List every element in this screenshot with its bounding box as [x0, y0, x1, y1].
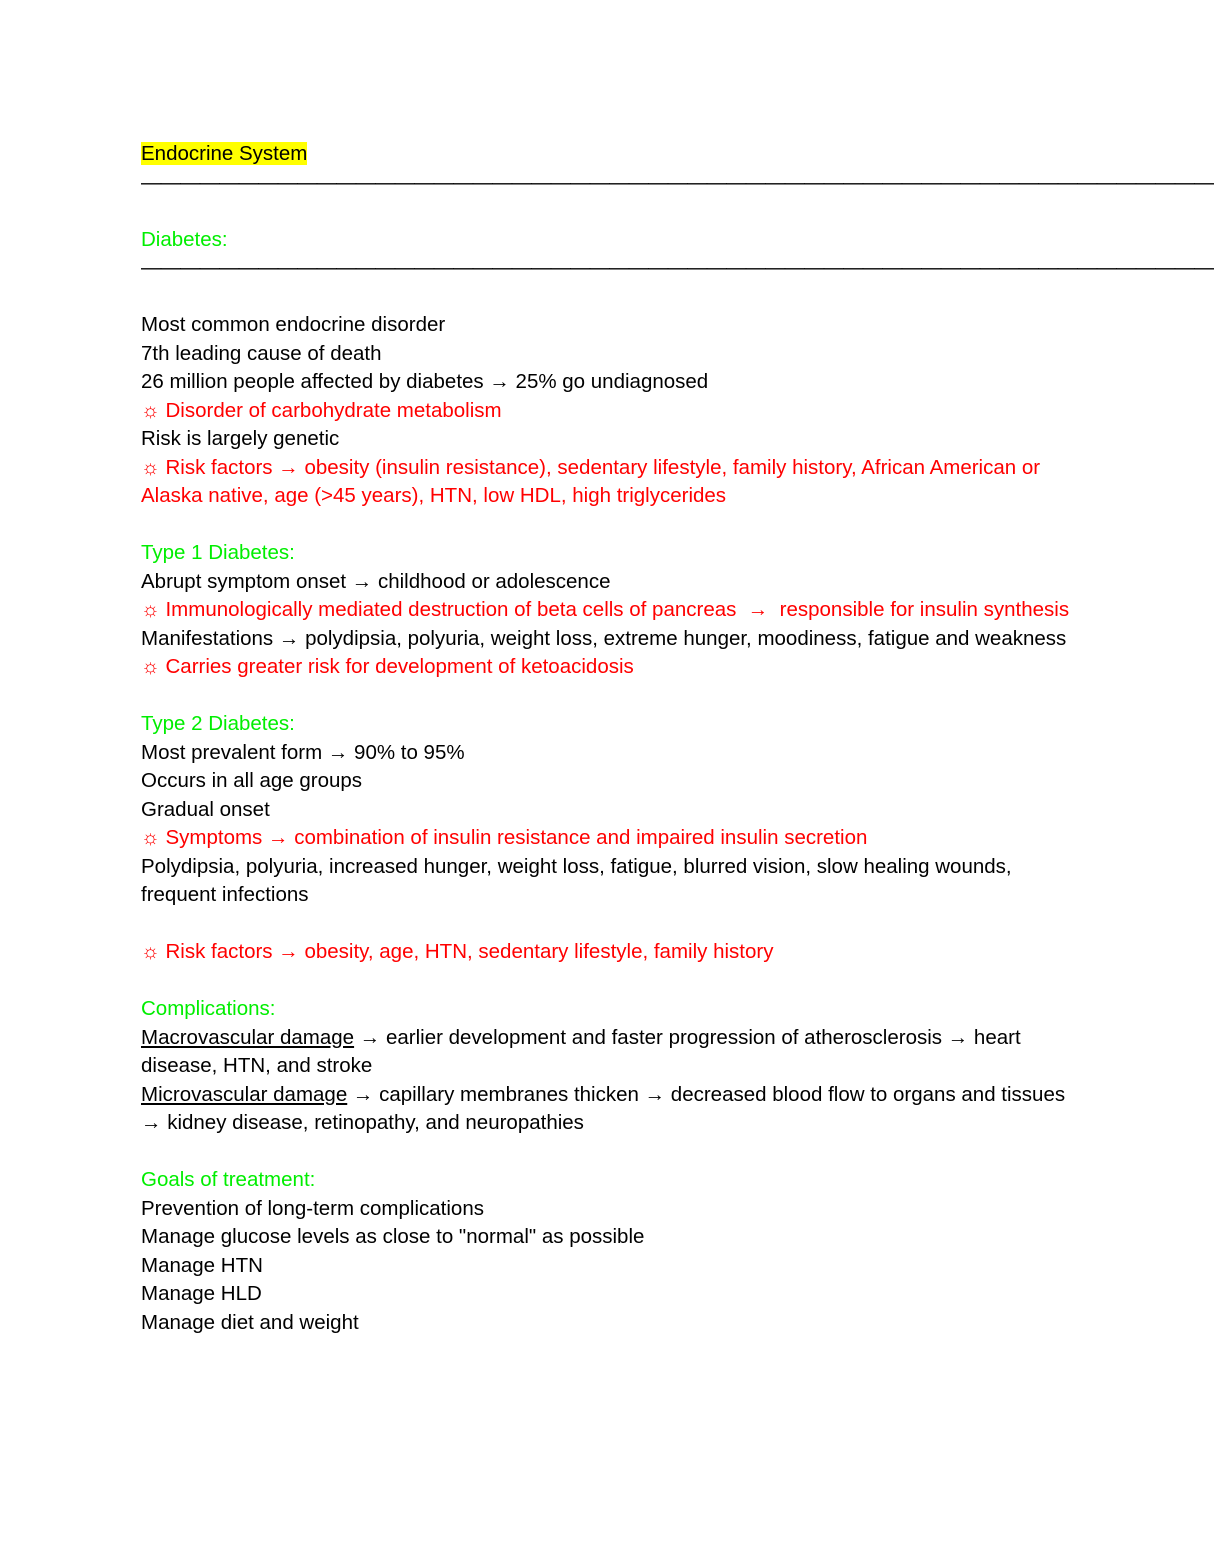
- text-line: Manage HTN: [141, 1253, 263, 1277]
- key-point-line: ☼ Risk factors → obesity, age, HTN, sedentary lifestyle, family history: [141, 940, 774, 963]
- section-heading-complications: Complications:: [141, 997, 276, 1020]
- text-line: 7th leading cause of death: [141, 341, 382, 365]
- key-point-line: ☼ Disorder of carbohydrate metabolism: [141, 398, 502, 422]
- spacer: [141, 511, 1071, 540]
- complication-micro: [141, 1081, 1071, 1138]
- text-line: Manage HLD: [141, 1282, 262, 1305]
- divider-rule: ———————————————————————————————————————————————————————: [141, 256, 1214, 279]
- text-line: Abrupt symptom onset → childhood or adolescence: [141, 569, 611, 593]
- text-line: Most prevalent form → 90% to 95%: [141, 740, 465, 764]
- document-title: Endocrine System: [141, 142, 308, 165]
- document-page: [141, 140, 1214, 1337]
- microvascular-term: Microvascular damage: [141, 1082, 348, 1106]
- key-point-line: ☼ Symptoms → combination of insulin resistance and impaired insulin secretion: [141, 826, 868, 849]
- key-point-line: ☼ Carries greater risk for development of ketoacidosis: [141, 655, 634, 678]
- spacer: [141, 910, 1071, 939]
- microvascular-text: → capillary membranes thicken → decreased blood flow to organs and tissues → kidney disease, retinopathy, and neuropathies: [141, 1082, 1071, 1134]
- text-line: Risk is largely genetic: [141, 427, 340, 450]
- text-line: Polydipsia, polyuria, increased hunger, weight loss, fatigue, blurred vision, slow healing wounds, frequent infections: [141, 854, 1018, 906]
- complication-macro: [141, 1024, 1071, 1081]
- text-line: Most common endocrine disorder: [141, 313, 446, 336]
- section-heading-diabetes: Diabetes:: [141, 227, 228, 251]
- spacer: [141, 1138, 1071, 1167]
- spacer: [141, 967, 1071, 996]
- text-line: Manifestations → polydipsia, polyuria, weight loss, extreme hunger, moodiness, fatigue and weakness: [141, 626, 1067, 650]
- spacer: [141, 682, 1071, 711]
- macrovascular-text: → earlier development and faster progression of atherosclerosis → heart disease, HTN, and stroke: [141, 1025, 1027, 1077]
- text-line: Manage glucose levels as close to "normal" as possible: [141, 1225, 645, 1248]
- section-heading-type2: Type 2 Diabetes:: [141, 712, 295, 735]
- macrovascular-term: Macrovascular damage: [141, 1025, 355, 1049]
- spacer: [141, 283, 1071, 312]
- section-heading-goals: Goals of treatment:: [141, 1168, 316, 1191]
- key-point-line: ☼ Risk factors → obesity (insulin resistance), sedentary lifestyle, family history, African American or Alaska native, age (>45 years), HTN, low HDL, high triglycerides: [141, 455, 1045, 507]
- text-line: Manage diet and weight: [141, 1310, 359, 1334]
- text-line: 26 million people affected by diabetes → 25% go undiagnosed: [141, 370, 709, 393]
- document-title-line: [141, 140, 1071, 169]
- text-line: Occurs in all age groups: [141, 769, 363, 792]
- divider-rule: ———————————————————————————————————————————————————————: [141, 170, 1214, 194]
- section-heading-type1: Type 1 Diabetes:: [141, 541, 295, 564]
- key-point-line: ☼ Immunologically mediated destruction of beta cells of pancreas → responsible for insulin synthesis: [141, 598, 1070, 621]
- spacer: [141, 197, 1071, 226]
- text-line: Prevention of long-term complications: [141, 1196, 484, 1220]
- text-line: Gradual onset: [141, 797, 270, 821]
